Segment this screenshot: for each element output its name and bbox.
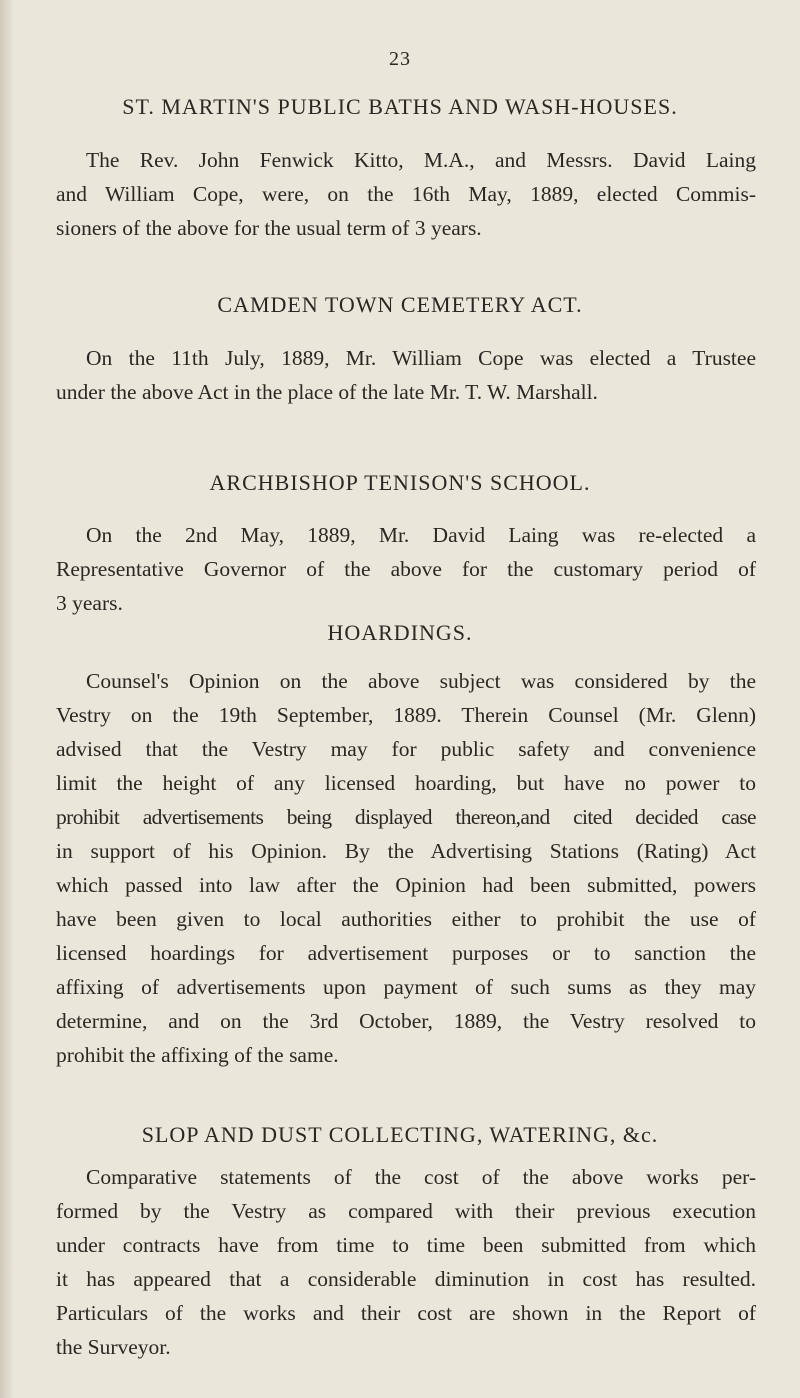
section-heading-baths: ST. MARTIN'S PUBLIC BATHS AND WASH-HOUSES.: [122, 94, 678, 119]
paragraph-line: under contracts have from time to time been submitted from which: [56, 1233, 756, 1257]
paragraph-line: Vestry on the 19th September, 1889. Therein Counsel (Mr. Glenn): [56, 703, 756, 727]
paragraph-line: limit the height of any licensed hoarding, but have no power to: [56, 771, 756, 795]
section-heading-hoardings: HOARDINGS.: [327, 620, 473, 645]
paragraph-line: affixing of advertisements upon payment of such sums as they may: [56, 975, 756, 999]
paragraph-line: Particulars of the works and their cost are shown in the Report of: [56, 1301, 756, 1325]
section-heading-cemetery: CAMDEN TOWN CEMETERY ACT.: [217, 292, 583, 317]
paragraph-line: On the 2nd May, 1889, Mr. David Laing was re-elected a: [86, 523, 756, 547]
paragraph-baths: [56, 143, 756, 245]
paragraph-line: in support of his Opinion. By the Advertising Stations (Rating) Act: [56, 839, 756, 863]
paragraph-line: it has appeared that a considerable diminution in cost has resulted.: [56, 1267, 756, 1291]
paragraph-line: Representative Governor of the above for the customary period of: [56, 557, 756, 581]
paragraph-line: 3 years.: [56, 591, 123, 615]
paragraph-cemetery: [56, 341, 756, 409]
paragraph-line: prohibit the affixing of the same.: [56, 1043, 339, 1067]
paragraph-line: the Surveyor.: [56, 1335, 171, 1359]
paragraph-line: under the above Act in the place of the late Mr. T. W. Marshall.: [56, 380, 598, 404]
paragraph-line: Comparative statements of the cost of the above works per-: [86, 1165, 756, 1189]
paragraph-line: advised that the Vestry may for public safety and convenience: [56, 737, 756, 761]
paragraph-hoardings: [56, 664, 756, 1072]
paragraph-line: sioners of the above for the usual term of 3 years.: [56, 216, 482, 240]
paragraph-line: which passed into law after the Opinion had been submitted, powers: [56, 873, 756, 897]
section-heading-slop-dust: SLOP AND DUST COLLECTING, WATERING, &c.: [141, 1122, 659, 1147]
paragraph-line: have been given to local authorities either to prohibit the use of: [56, 907, 756, 931]
paragraph-line: On the 11th July, 1889, Mr. William Cope was elected a Trustee: [86, 346, 756, 370]
paragraph-line: and William Cope, were, on the 16th May, 1889, elected Commis-: [56, 182, 756, 206]
paragraph-line: Counsel's Opinion on the above subject was considered by the: [86, 669, 756, 693]
page-edge-shadow: [0, 0, 14, 1398]
paragraph-school: [56, 518, 756, 620]
paragraph-line: determine, and on the 3rd October, 1889, the Vestry resolved to: [56, 1009, 756, 1033]
paragraph-line: licensed hoardings for advertisement purposes or to sanction the: [56, 941, 756, 965]
section-heading-school: ARCHBISHOP TENISON'S SCHOOL.: [209, 470, 591, 495]
paragraph-line: formed by the Vestry as compared with their previous execution: [56, 1199, 756, 1223]
paragraph-line: The Rev. John Fenwick Kitto, M.A., and Messrs. David Laing: [86, 148, 756, 172]
page-number: 23: [389, 48, 411, 70]
paragraph-slop-dust: [56, 1160, 756, 1364]
paragraph-line: prohibit advertisements being displayed thereon,and cited decided case: [56, 805, 756, 829]
